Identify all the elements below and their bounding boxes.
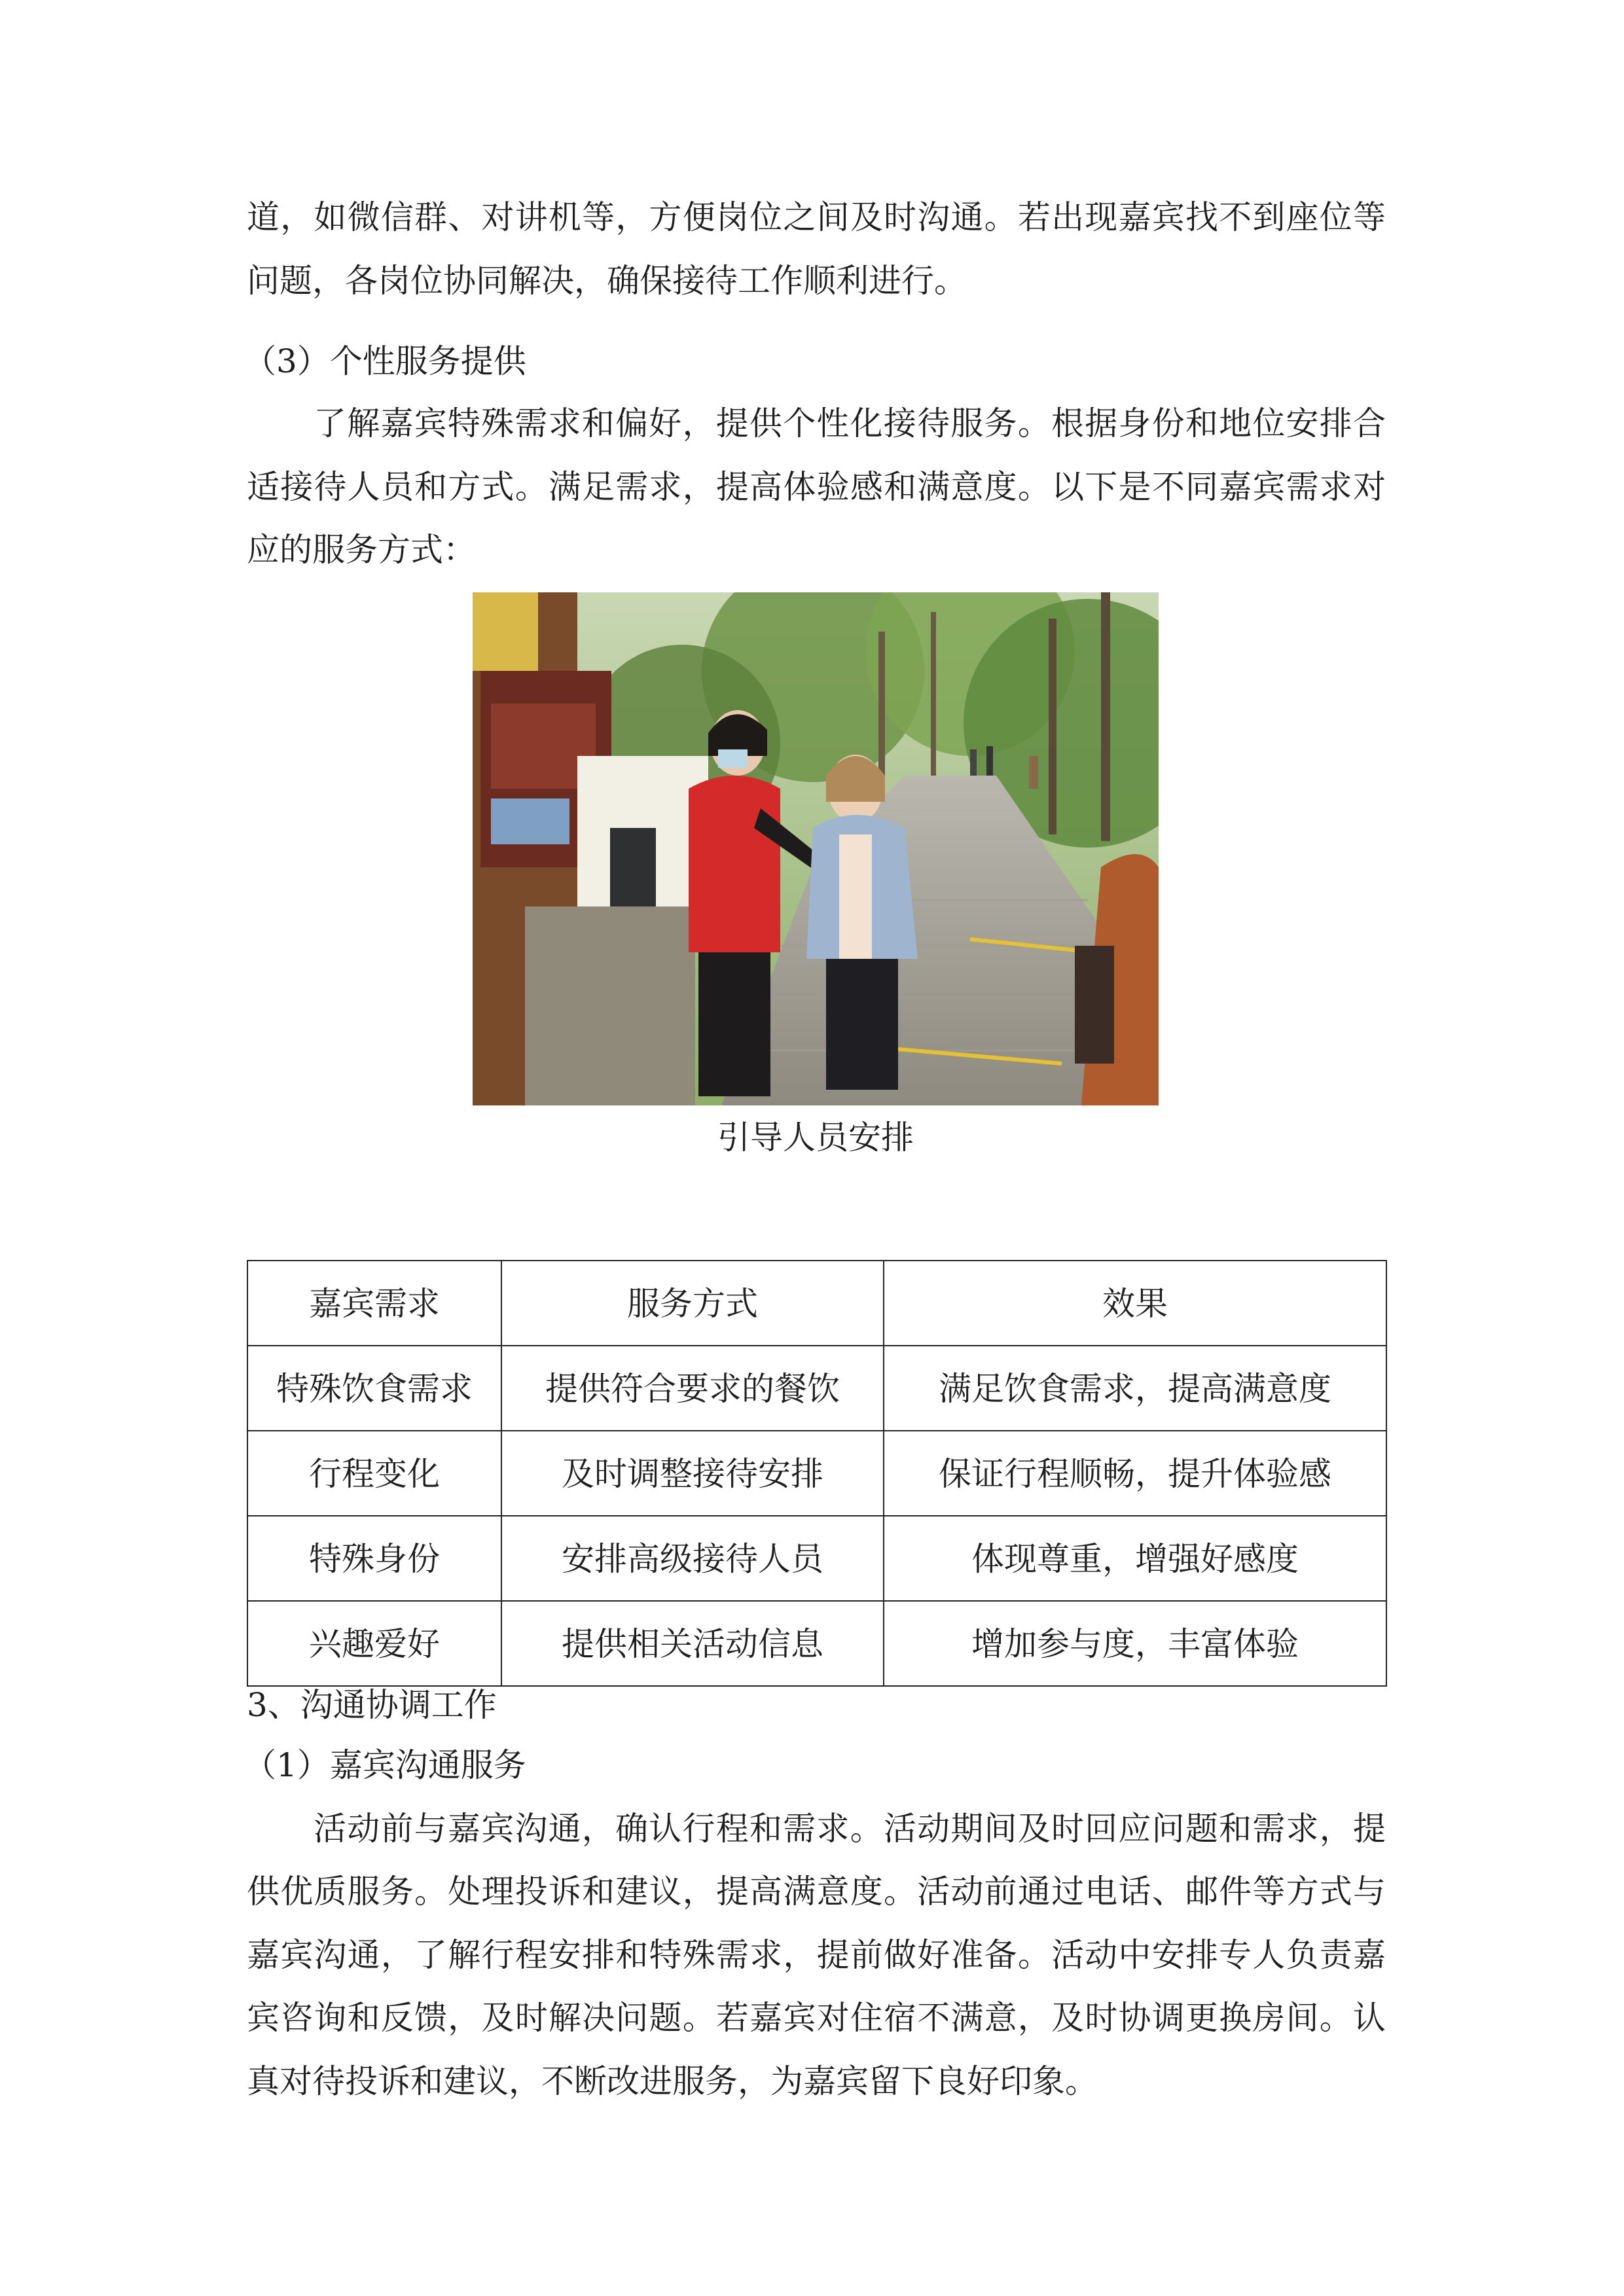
paragraph-line: 适接待人员和方式。满足需求，提高体验感和满意度。以下是不同嘉宾需求对 — [247, 468, 1386, 506]
table-cell: 及时调整接待安排 — [501, 1431, 884, 1516]
paragraph-line: 供优质服务。处理投诉和建议，提高满意度。活动前通过电话、邮件等方式与 — [247, 1873, 1386, 1910]
table-cell: 提供符合要求的餐饮 — [501, 1346, 884, 1431]
guide-staff-photo — [473, 592, 1159, 1105]
paragraph-line: 了解嘉宾特殊需求和偏好，提供个性化接待服务。根据身份和地位安排合 — [314, 404, 1386, 442]
table-cell: 增加参与度，丰富体验 — [884, 1601, 1386, 1686]
paragraph-line: 真对待投诉和建议，不断改进服务，为嘉宾留下良好印象。 — [247, 2062, 1098, 2100]
photo-caption: 引导人员安排 — [717, 1119, 914, 1157]
table-cell: 安排高级接待人员 — [501, 1516, 884, 1601]
table-cell: 特殊饮食需求 — [247, 1346, 501, 1431]
service-table — [247, 1260, 1387, 1687]
table-cell: 行程变化 — [247, 1431, 501, 1516]
table-header-row — [247, 1261, 1386, 1346]
table-cell: 保证行程顺畅，提升体验感 — [884, 1431, 1386, 1516]
table-row — [247, 1346, 1386, 1431]
table-header-cell: 嘉宾需求 — [247, 1261, 501, 1346]
section-heading: 3、沟通协调工作 — [247, 1686, 497, 1724]
table-row — [247, 1601, 1386, 1686]
table-header-cell: 服务方式 — [501, 1261, 884, 1346]
subheading: （3）个性服务提供 — [244, 342, 526, 380]
table-cell: 兴趣爱好 — [247, 1601, 501, 1686]
subheading: （1）嘉宾沟通服务 — [244, 1746, 526, 1784]
paragraph-line: 应的服务方式： — [247, 531, 476, 569]
paragraph-line: 嘉宾沟通，了解行程安排和特殊需求，提前做好准备。活动中安排专人负责嘉 — [247, 1936, 1386, 1974]
paragraph-line: 宾咨询和反馈，及时解决问题。若嘉宾对住宿不满意，及时协调更换房间。认 — [247, 1999, 1386, 2037]
table-cell: 特殊身份 — [247, 1516, 501, 1601]
table-header-cell: 效果 — [884, 1261, 1386, 1346]
table-row — [247, 1516, 1386, 1601]
table-cell: 满足饮食需求，提高满意度 — [884, 1346, 1386, 1431]
table-cell: 提供相关活动信息 — [501, 1601, 884, 1686]
table-cell: 体现尊重，增强好感度 — [884, 1516, 1386, 1601]
paragraph-line: 问题，各岗位协同解决，确保接待工作顺利进行。 — [247, 262, 967, 300]
table-row — [247, 1431, 1386, 1516]
paragraph-line: 道，如微信群、对讲机等，方便岗位之间及时沟通。若出现嘉宾找不到座位等 — [247, 198, 1386, 236]
paragraph-line: 活动前与嘉宾沟通，确认行程和需求。活动期间及时回应问题和需求，提 — [314, 1810, 1386, 1848]
